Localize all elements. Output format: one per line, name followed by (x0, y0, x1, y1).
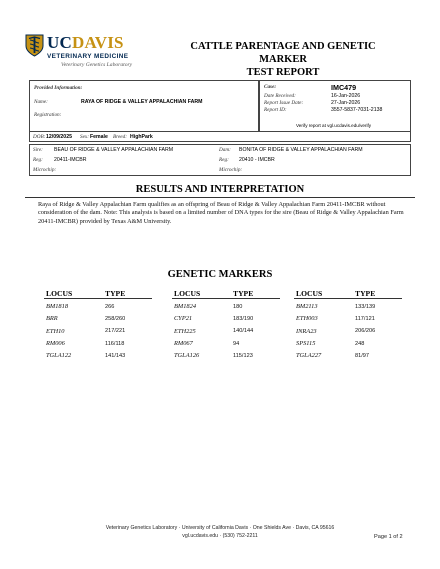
marker-locus: ETH10 (46, 327, 65, 335)
marker-locus: BM1824 (174, 303, 197, 310)
marker-type: 180 (233, 303, 243, 310)
marker-locus: CYP21 (174, 315, 193, 323)
marker-locus: RM067 (174, 339, 193, 347)
ucdavis-wordmark: UCDAVIS (47, 33, 124, 52)
marker-header-underline (44, 298, 152, 299)
sire-reg: 20411-IMCBR (54, 157, 87, 163)
type-header: TYPE (105, 289, 126, 298)
provided-heading: Provided Information: (34, 85, 83, 91)
locus-header: LOCUS (46, 289, 73, 298)
caduceus-shield-icon (25, 34, 44, 57)
case-label: Case: (264, 84, 277, 90)
sex-label: Sex: (80, 134, 89, 140)
animal-name: RAYA OF RIDGE & VALLEY APPALACHIAN FARM (81, 99, 203, 105)
name-label: Name: (34, 99, 48, 105)
case-box (259, 80, 411, 132)
dam-label: Dam: (219, 147, 231, 153)
marker-locus: BM1818 (46, 303, 69, 310)
marker-type: 217/221 (105, 328, 126, 335)
footer-contact: vgl.ucdavis.edu · (530) 752-2211 (182, 532, 258, 539)
marker-locus: TGLA126 (174, 352, 200, 360)
provided-information-box (29, 80, 259, 132)
ucdavis-logo (25, 34, 170, 70)
marker-type: 141/143 (105, 352, 126, 359)
type-header: TYPE (355, 289, 376, 298)
marker-locus: TGLA122 (46, 352, 72, 360)
marker-type: 115/123 (233, 352, 253, 359)
marker-type: 81/97 (355, 352, 369, 359)
date-received-label: Date Received: (264, 93, 296, 99)
issue-date: 27-Jan-2026 (331, 100, 361, 106)
breed-label: Breed: (113, 134, 127, 140)
report-id: 3557-5837-7031-2138 (331, 107, 383, 113)
registration-label: Registration: (34, 112, 62, 118)
locus-header: LOCUS (296, 289, 323, 298)
report-title: CATTLE PARENTAGE AND GENETIC MARKER TEST REPORT (190, 41, 376, 78)
marker-type: 94 (233, 340, 240, 347)
verify-link[interactable]: Verify report at vgl.ucdavis.edu/verify (296, 123, 372, 128)
dob-value: 12/09/2025 (46, 134, 72, 140)
marker-locus: BRR (46, 315, 58, 323)
marker-type: 248 (355, 340, 365, 347)
marker-locus: BM2113 (296, 303, 318, 310)
dam-reg-label: Reg: (219, 157, 229, 163)
results-text: Raya of Ridge & Valley Appalachian Farm qualifies as an offspring of Beau of Ridge & Valley Appalachian Farm 20411-IMCBR without consideration of the dam. Note: This analysis is based on a limited number of DNA types for the sire (Beau of Ridge & Valley Appalachian Farm 20411-IMCBR) provided by Texas A&M University. (38, 201, 404, 225)
sex-value: Female (90, 134, 108, 140)
sire-label: Sire: (33, 147, 43, 153)
marker-locus: TGLA227 (296, 352, 322, 360)
school-name: VETERINARY MEDICINE (47, 53, 129, 60)
report-id-label: Report ID: (264, 107, 287, 113)
marker-locus: RM006 (46, 339, 65, 347)
animal-details-box (29, 131, 411, 142)
marker-header-underline (172, 298, 280, 299)
marker-type: 140/144 (233, 328, 254, 335)
marker-locus: ETH225 (174, 327, 196, 335)
sire-reg-label: Reg: (33, 157, 43, 163)
sire-name: BEAU OF RIDGE & VALLEY APPALACHIAN FARM (54, 147, 174, 153)
date-received: 16-Jan-2026 (331, 93, 361, 99)
locus-header: LOCUS (174, 289, 201, 298)
marker-type: 117/121 (355, 315, 375, 322)
dam-microchip-label: Microchip: (219, 167, 243, 173)
marker-locus: INRA23 (296, 327, 317, 335)
marker-type: 133/139 (355, 303, 376, 310)
page-number: Page 1 of 2 (374, 534, 403, 540)
dob-label: DOB: (33, 134, 46, 140)
results-divider (25, 197, 415, 198)
results-heading: RESULTS AND INTERPRETATION (135, 184, 305, 195)
case-number: IMC479 (331, 83, 357, 92)
lab-name: Veterinary Genetics Laboratory (61, 62, 133, 68)
dam-reg: 20410 - IMCBR (239, 157, 275, 163)
marker-type: 266 (105, 303, 115, 310)
marker-type: 206/206 (355, 328, 376, 335)
breed-value: HighPark (130, 134, 153, 140)
dam-name: BONITA OF RIDGE & VALLEY APPALACHIAN FARM (239, 147, 363, 153)
marker-locus: SPS115 (296, 339, 316, 347)
marker-header-underline (294, 298, 402, 299)
parents-box (29, 144, 411, 176)
marker-type: 258/260 (105, 315, 126, 322)
marker-type: 116/118 (105, 340, 125, 347)
type-header: TYPE (233, 289, 254, 298)
footer-address: Veterinary Genetics Laboratory · University of California Davis · One Shields Ave · Davis, CA 95616 (105, 525, 335, 531)
sire-microchip-label: Microchip: (33, 167, 57, 173)
marker-locus: ETH003 (296, 315, 318, 323)
issue-date-label: Report Issue Date: (264, 100, 304, 106)
markers-heading: GENETIC MARKERS (167, 269, 273, 280)
marker-type: 183/190 (233, 315, 254, 322)
